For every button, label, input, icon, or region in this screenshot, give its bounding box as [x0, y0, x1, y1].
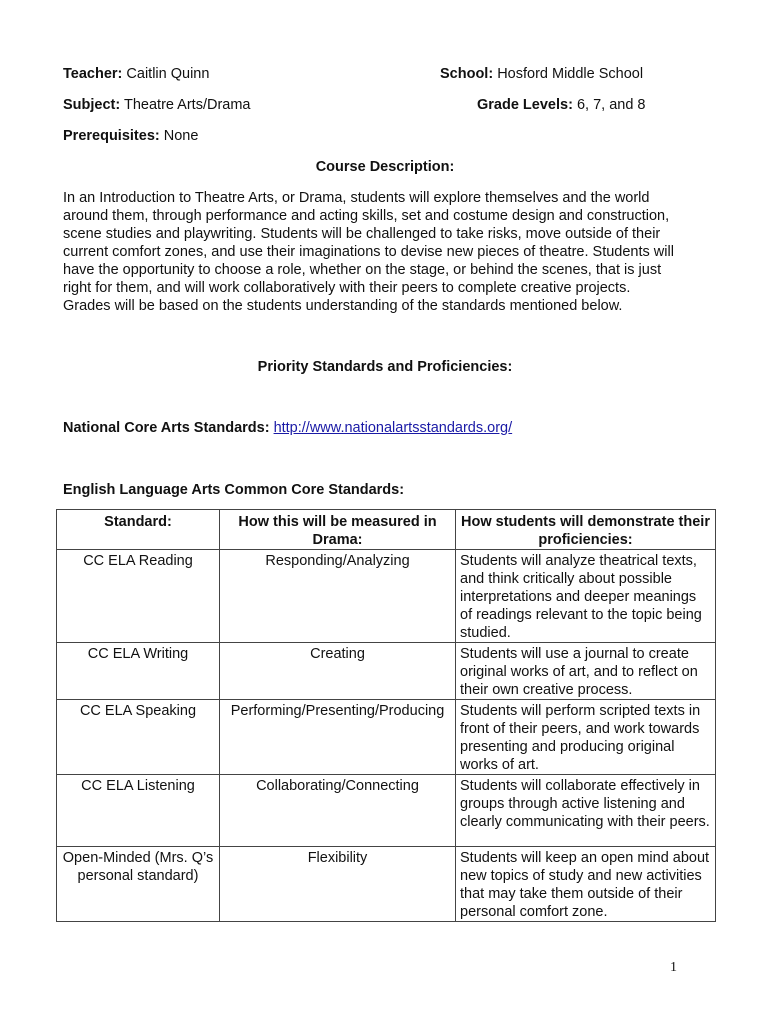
table-row: [57, 700, 716, 775]
page-number: 1: [670, 960, 677, 975]
description-line: scene studies and playwriting. Students will be challenged to take risks, move outside of their: [63, 226, 661, 242]
demonstrate-cell: Students will collaborate effectively in groups through active listening and clearly communicating with their peers.: [456, 775, 716, 847]
school-value: Hosford Middle School: [497, 66, 644, 82]
teacher-label: Teacher:: [63, 66, 123, 82]
column-header-measured: How this will be measured in Drama:: [220, 510, 456, 550]
course-description-heading: Course Description:: [315, 159, 455, 175]
description-line: around them, through performance and acting skills, set and costume design and construction,: [63, 208, 670, 224]
table-row: [57, 643, 716, 700]
prerequisites-label: Prerequisites:: [63, 128, 160, 144]
standard-cell: Open-Minded (Mrs. Q’s personal standard): [57, 847, 220, 922]
demonstrate-cell: Students will use a journal to create original works of art, and to reflect on their own creative process.: [456, 643, 716, 700]
table-header-row: [57, 510, 716, 550]
column-header-standard: Standard:: [57, 510, 220, 550]
description-line: current comfort zones, and use their imaginations to devise new pieces of theatre. Students will: [63, 244, 674, 260]
grades-line: [477, 96, 645, 114]
measure-cell: Responding/Analyzing: [220, 550, 456, 643]
standard-cell: CC ELA Writing: [57, 643, 220, 700]
school-label: School:: [440, 66, 494, 82]
description-line: Grades will be based on the students understanding of the standards mentioned below.: [63, 298, 623, 314]
standard-cell: CC ELA Listening: [57, 775, 220, 847]
standard-cell: CC ELA Speaking: [57, 700, 220, 775]
table-row: [57, 550, 716, 643]
national-standards-link[interactable]: http://www.nationalartsstandards.org/: [273, 420, 513, 436]
demonstrate-cell: Students will analyze theatrical texts, and think critically about possible interpretations and deeper meanings of readings relevant to the topic being studied.: [456, 550, 716, 643]
priority-standards-heading: Priority Standards and Proficiencies:: [257, 359, 513, 375]
demonstrate-cell: Students will perform scripted texts in front of their peers, and work towards presenting and producing original works of art.: [456, 700, 716, 775]
standard-cell: CC ELA Reading: [57, 550, 220, 643]
national-standards-line: [63, 419, 512, 437]
school-line: [440, 65, 643, 83]
teacher-line: [63, 65, 209, 83]
subject-value: Theatre Arts/Drama: [123, 97, 251, 113]
measure-cell: Collaborating/Connecting: [220, 775, 456, 847]
subject-label: Subject:: [63, 97, 121, 113]
column-header-demonstrate: How students will demonstrate their proficiencies:: [456, 510, 716, 550]
subject-line: [63, 96, 251, 114]
prerequisites-value: None: [163, 128, 199, 144]
national-standards-label: National Core Arts Standards:: [63, 420, 270, 436]
grades-label: Grade Levels:: [477, 97, 573, 113]
course-description: [63, 189, 715, 315]
demonstrate-cell: Students will keep an open mind about new topics of study and new activities that may take them outside of their personal comfort zone.: [456, 847, 716, 922]
teacher-value: Caitlin Quinn: [126, 66, 210, 82]
measure-cell: Performing/Presenting/Producing: [220, 700, 456, 775]
measure-cell: Creating: [220, 643, 456, 700]
measure-cell: Flexibility: [220, 847, 456, 922]
standards-table: [56, 509, 716, 922]
description-line: right for them, and will work collaboratively with their peers to complete creative projects.: [63, 280, 631, 296]
description-line: In an Introduction to Theatre Arts, or Drama, students will explore themselves and the world: [63, 190, 650, 206]
table-row: [57, 775, 716, 847]
grades-value: 6, 7, and 8: [576, 97, 646, 113]
description-line: have the opportunity to choose a role, whether on the stage, or behind the scenes, that is just: [63, 262, 662, 278]
table-row: [57, 847, 716, 922]
prerequisites-line: [63, 127, 198, 145]
ela-standards-heading: English Language Arts Common Core Standards:: [63, 482, 405, 498]
